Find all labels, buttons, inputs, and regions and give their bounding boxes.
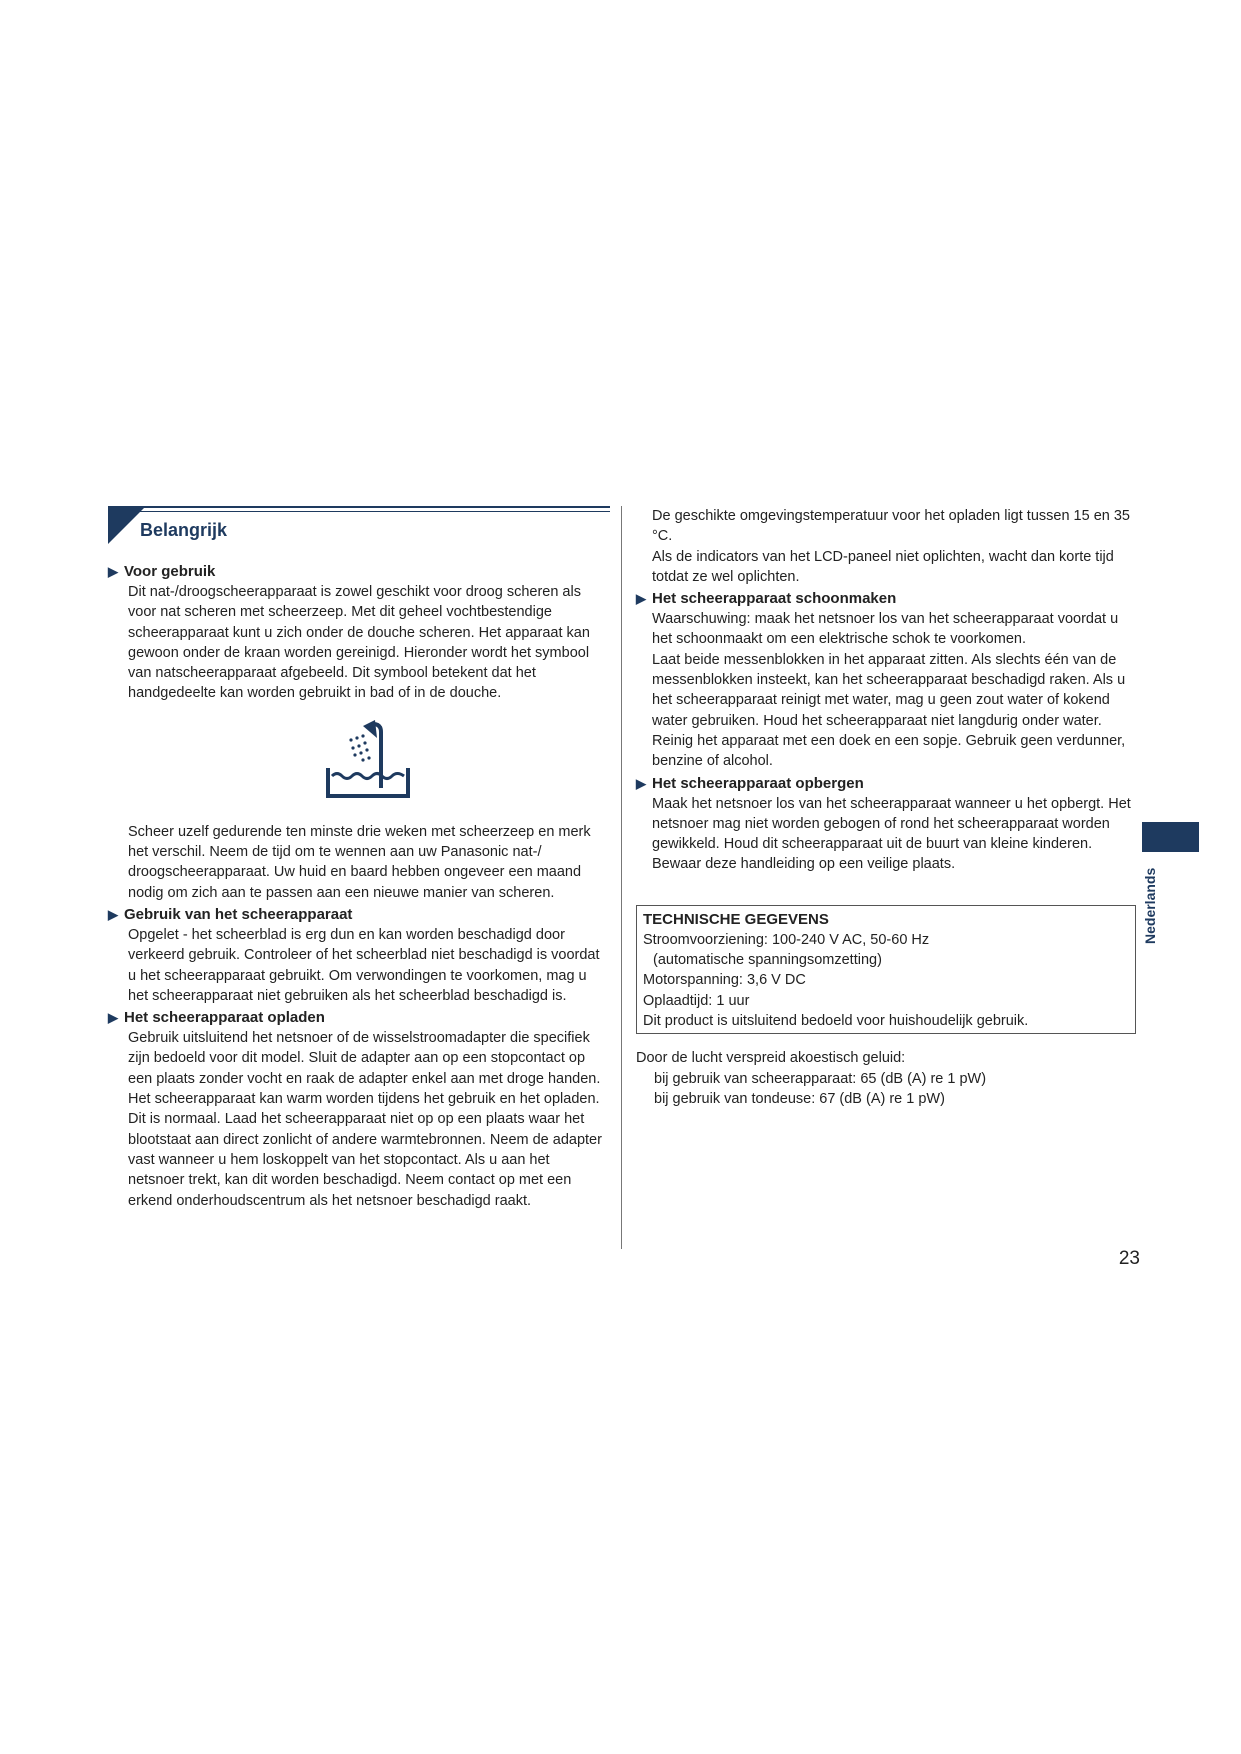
banner-title: Belangrijk xyxy=(140,520,228,540)
spec-power-note: (automatische spanningsomzetting) xyxy=(653,952,882,969)
section-body-before-use-2 xyxy=(108,822,608,903)
bath-shower-icon-wrap xyxy=(108,716,608,802)
noise-shaver: bij gebruik van scheerapparaat: 65 (dB (A) re 1 pW) xyxy=(654,1070,987,1087)
column-divider xyxy=(621,506,622,1249)
spec-power: Stroomvoorziening: 100-240 V AC, 50-60 Hz xyxy=(643,931,930,948)
noise-trimmer: bij gebruik van tondeuse: 67 (dB (A) re 1 pW) xyxy=(654,1090,945,1107)
section-body-cleaning xyxy=(636,609,1136,771)
spec-household-note: Dit product is uitsluitend bedoeld voor huishoudelijk gebruik. xyxy=(643,1012,1029,1029)
paragraph: Als de indicators van het LCD-paneel niet oplichten, wacht dan korte tijd totdat ze wel oplichten. xyxy=(652,548,1114,585)
left-column xyxy=(108,506,608,1211)
noise-section xyxy=(636,1048,1136,1109)
noise-title: Door de lucht verspreid akoestisch geluid: xyxy=(636,1050,906,1067)
spec-motor: Motorspanning: 3,6 V DC xyxy=(643,972,806,989)
paragraph: Scheer uzelf gedurende ten minste drie weken met scheerzeep en merk het verschil. Neem de tijd om te wennen aan uw Panasonic nat-/ droogscheerapparaat. Uw huid en baard hebben ongeveer een maand nodig om zich aan te passen aan een nieuwe manier van scheren. xyxy=(128,823,591,901)
triangle-bullet-icon: ▶ xyxy=(636,591,646,607)
section-heading-charging: ▶ Het scheerapparaat opladen xyxy=(108,1009,325,1027)
right-column xyxy=(636,506,1136,1109)
paragraph: Laat beide messenblokken in het apparaat zitten. Als slechts één van de messenblokken insteekt, kan het scheerapparaat beschadigd raken. Als u het scheerapparaat reinigt met water, mag u geen zout water of kokend water gebruiken. Houd het scheerapparaat niet langdurig onder water. Reinig het apparaat met een doek en een sopje. Gebruik geen verdunner, benzine of alcohol. xyxy=(652,651,1126,770)
paragraph: Opgelet - het scheerblad is erg dun en kan worden beschadigd door verkeerd gebruik. Controleer of het scheerblad niet beschadigd is voordat u het scheerapparaat gebruikt. Om verwondingen te voorkomen, mag u het scheerapparaat niet gebruiken als het scheerblad beschadigd is. xyxy=(128,926,600,1004)
section-body-storage xyxy=(636,794,1136,875)
section-heading-before-use: ▶ Voor gebruik xyxy=(108,563,216,580)
paragraph: Dit nat-/droogscheerapparaat is zowel geschikt voor droog scheren als voor nat scheren met scheerzeep. Met dit geheel vochtbestendige scheerapparaat kunt u zich onder de douche scheren. Het apparaat kan gewoon onder de kraan worden gereinigd. Hieronder wordt het symbool van natscheerapparaat afgebeeld. Dit symbool betekent dat het handgedeelte kan worden gebruikt in bad of in de douche. xyxy=(128,584,590,702)
paragraph: Gebruik uitsluitend het netsnoer of de wisselstroomadapter die specifiek zijn bedoeld voor dit model. Sluit de adapter aan op een stopcontact op een plaats zonder vocht en raak de adapter enkel aan met droge handen. Het scheerapparaat kan warm worden tijdens het gebruik en het opladen. Dit is normaal. Laad het scheerapparaat niet op op een plaats waar het blootstaat aan direct zonlicht of andere warmtebronnen. Neem de adapter vast wanneer u hem loskoppelt van het stopcontact. Als u aan het netsnoer trekt, kan dit worden beschadigd. Neem contact op met een erkend onderhoudscentrum als het netsnoer beschadigd raakt. xyxy=(128,1030,602,1209)
banner-rule-top xyxy=(108,506,610,508)
important-banner xyxy=(108,506,608,546)
section-heading-cleaning: ▶ Het scheerapparaat schoonmaken xyxy=(636,590,897,608)
section-body-usage xyxy=(108,925,608,1006)
technical-specs-box xyxy=(636,905,1136,1034)
specs-title: TECHNISCHE GEGEVENS xyxy=(643,910,829,928)
triangle-bullet-icon: ▶ xyxy=(108,1010,118,1026)
triangle-bullet-icon: ▶ xyxy=(108,564,118,579)
section-body-charging xyxy=(108,1028,608,1211)
bath-shower-icon xyxy=(323,716,413,802)
triangle-bullet-icon: ▶ xyxy=(108,906,118,922)
section-body-before-use xyxy=(108,582,608,704)
spec-charge-time: Oplaadtijd: 1 uur xyxy=(643,992,750,1009)
section-heading-storage: ▶ Het scheerapparaat opbergen xyxy=(636,774,864,792)
charging-continued xyxy=(636,506,1136,587)
language-tab-marker xyxy=(1142,822,1199,852)
triangle-bullet-icon: ▶ xyxy=(636,775,646,791)
paragraph: Maak het netsnoer los van het scheerapparaat wanneer u het opbergt. Het netsnoer mag niet worden gebogen of rond het scheerapparaat worden gewikkeld. Houd dit scheerapparaat uit de buurt van kleine kinderen. Bewaar deze handleiding op een veilige plaats. xyxy=(652,795,1131,873)
page-number: 23 xyxy=(1118,1248,1140,1269)
paragraph: De geschikte omgevingstemperatuur voor het opladen ligt tussen 15 en 35 °C. xyxy=(652,508,1130,545)
language-tab-label: Nederlands xyxy=(1142,867,1158,944)
banner-rule-bottom xyxy=(108,511,610,512)
section-heading-usage: ▶ Gebruik van het scheerapparaat xyxy=(108,905,353,923)
paragraph: Waarschuwing: maak het netsnoer los van het scheerapparaat voordat u het schoonmaakt om een elektrische schok te voorkomen. xyxy=(652,611,1119,648)
